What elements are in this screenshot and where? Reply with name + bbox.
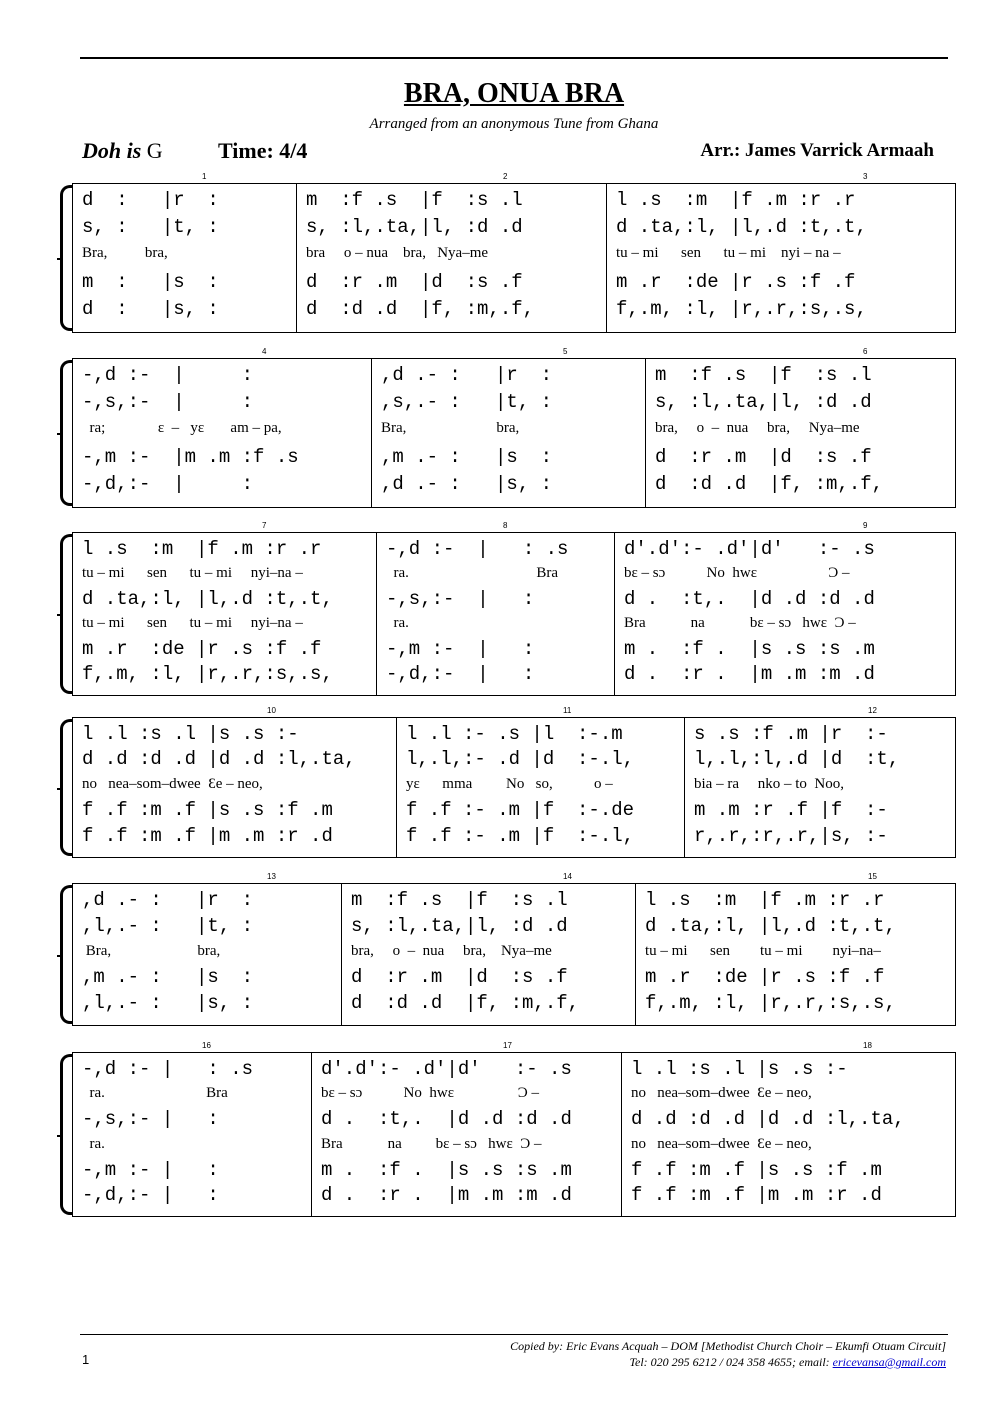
solfa-line: l .s :m |f .m :r .r	[645, 889, 885, 911]
bar-line	[296, 183, 297, 333]
solfa-line: f .f :m .f |m .m :r .d	[631, 1183, 882, 1206]
solfa-line: d : |r :	[82, 189, 219, 211]
solfa-line: f,.m, :l, |r,.r,:s,.s,	[616, 297, 867, 320]
solfa-line: d : |s, :	[82, 297, 219, 320]
measure-number: 1	[202, 172, 207, 181]
solfa-line: f .f :- .m |f :-.l,	[406, 824, 635, 847]
measure-number: 8	[503, 521, 508, 530]
arranger: Arr.: James Varrick Armaah	[700, 140, 934, 161]
system-3	[60, 521, 956, 696]
key-signature: Doh is G	[82, 138, 163, 163]
bar-line	[635, 883, 636, 1026]
measure	[616, 183, 952, 333]
solfa-line: m .m :r .f |f :-	[694, 799, 888, 822]
solfa-line: -,d :- | : .s	[82, 1058, 254, 1080]
solfa-line: l .l :- .s |l :-.m	[406, 723, 623, 745]
solfa-line: f .f :- .m |f :-.de	[406, 799, 635, 822]
lyric-line: bra, o – nua bra, Nya–me	[351, 942, 552, 959]
solfa-line: ,l,.- : |s, :	[82, 992, 254, 1015]
measure	[645, 883, 952, 1026]
measure	[655, 358, 952, 508]
solfa-line: -,m :- | :	[82, 1158, 219, 1181]
solfa-line: d . :r . |m .m :m .d	[624, 663, 875, 685]
lyric-line: yɛ mma No so, o –	[406, 775, 613, 792]
measure	[82, 883, 337, 1026]
measure-number: 13	[267, 872, 276, 881]
solfa-line: d′.d′:- .d′|d′ :- .s	[321, 1058, 572, 1080]
solfa-line: ,l,.- : |t, :	[82, 914, 254, 937]
measure-number: 14	[563, 872, 572, 881]
lyric-line: tu – mi sen tu – mi nyi–na –	[82, 615, 303, 631]
measure-number: 4	[262, 347, 267, 356]
measure	[321, 1052, 617, 1217]
lyric-line: tu – mi sen tu – mi nyi–na–	[645, 942, 881, 959]
lyric-line: bɛ – sɔ No hwɛ Ɔ –	[624, 565, 850, 581]
lyric-line: ra. Bra	[82, 1085, 228, 1102]
lyric-line: Bra, bra,	[381, 420, 520, 437]
measure-number: 17	[503, 1041, 512, 1050]
solfa-line: d .d :d .d |d .d :l,.ta,	[631, 1108, 905, 1131]
solfa-line: d . :t,. |d .d :d .d	[624, 588, 875, 610]
solfa-line: m .r :de |r .s :f .f	[82, 638, 322, 660]
solfa-line: d . :r . |m .m :m .d	[321, 1183, 572, 1206]
measure-number: 7	[262, 521, 267, 530]
solfa-line: r,.r,:r,.r,|s, :-	[694, 824, 888, 847]
brace-bracket	[60, 360, 73, 506]
solfa-line: d .ta,:l, |l,.d :t,.t,	[645, 914, 896, 937]
measure-number: 3	[863, 172, 868, 181]
measure	[82, 183, 292, 333]
measure	[82, 358, 367, 508]
time-signature: Time: 4/4	[218, 138, 308, 163]
bar-line	[311, 1052, 312, 1217]
solfa-line: ,s,.- : |t, :	[381, 391, 553, 414]
footer-rule	[80, 1334, 948, 1335]
measure-number: 10	[267, 706, 276, 715]
solfa-line: m :f .s |f :s .l	[351, 889, 568, 911]
system-5	[60, 872, 956, 1026]
email-link[interactable]: ericevansa@gmail.com	[832, 1355, 946, 1369]
lyric-line: ra.	[82, 1135, 105, 1152]
bar-line	[371, 358, 372, 508]
solfa-line: d :r .m |d :s .f	[351, 966, 568, 989]
measure	[631, 1052, 952, 1217]
solfa-line: m . :f . |s .s :s .m	[624, 638, 875, 660]
solfa-line: -,d,:- | :	[82, 472, 254, 495]
top-rule	[80, 57, 948, 59]
system-1	[60, 172, 956, 333]
solfa-line: f .f :m .f |s .s :f .m	[631, 1158, 882, 1181]
solfa-line: s, : |t, :	[82, 216, 219, 239]
solfa-line: d :d .d |f, :m,.f,	[306, 297, 535, 320]
bar-line	[614, 532, 615, 696]
solfa-line: d :d .d |f, :m,.f,	[351, 992, 580, 1015]
solfa-line: d′.d′:- .d′|d′ :- .s	[624, 538, 875, 560]
solfa-line: l .l :s .l |s .s :-	[82, 723, 299, 745]
solfa-line: d . :t,. |d .d :d .d	[321, 1108, 572, 1131]
solfa-line: m :f .s |f :s .l	[306, 189, 523, 211]
measure	[82, 1052, 307, 1217]
lyric-line: no nea–som–dwee Ɛe – neo,	[631, 1085, 812, 1102]
lyric-line: ra.	[386, 615, 409, 631]
system-6	[60, 1041, 956, 1217]
solfa-line: l .l :s .l |s .s :-	[631, 1058, 848, 1080]
solfa-line: l .s :m |f .m :r .r	[82, 538, 322, 560]
solfa-line: s .s :f .m |r :-	[694, 723, 888, 745]
solfa-line: ,m .- : |s :	[82, 966, 254, 989]
bar-line	[376, 532, 377, 696]
contact-line: Tel: 020 295 6212 / 024 358 4655; email: ericevansa@gmail.com	[629, 1355, 946, 1369]
measure	[351, 883, 631, 1026]
bar-line	[645, 358, 646, 508]
bar-line	[341, 883, 342, 1026]
solfa-line: -,s,:- | :	[386, 588, 535, 610]
solfa-line: f .f :m .f |m .m :r .d	[82, 824, 333, 847]
brace-bracket	[60, 1054, 73, 1215]
copied-by: Copied by: Eric Evans Acquah – DOM [Methodist Church Choir – Ekumfi Otuam Circuit]	[510, 1339, 946, 1353]
solfa-line: ,d .- : |r :	[381, 364, 553, 386]
measure-number: 6	[863, 347, 868, 356]
measure	[82, 532, 372, 696]
lyric-line: bra, o – nua bra, Nya–me	[655, 420, 860, 437]
system-4	[60, 706, 956, 858]
lyric-line: bɛ – sɔ No hwɛ Ɔ –	[321, 1085, 540, 1102]
solfa-line: d .d :d .d |d .d :l,.ta,	[82, 748, 356, 771]
lyric-line: Bra, bra,	[82, 942, 221, 959]
measure	[406, 717, 680, 858]
solfa-line: -,d,:- | :	[386, 663, 535, 685]
solfa-line: d .ta,:l, |l,.d :t,.t,	[82, 588, 333, 610]
solfa-line: ,d .- : |r :	[82, 889, 254, 911]
brace-bracket	[60, 534, 73, 694]
lyric-line: no nea–som–dwee Ɛe – neo,	[631, 1135, 812, 1152]
song-title: BRA, ONUA BRA	[403, 78, 625, 109]
measure-number: 15	[868, 872, 877, 881]
lyric-line: ra. Bra	[386, 565, 559, 581]
lyric-line: bia – ra nko – to Noo,	[694, 775, 844, 792]
solfa-line: -,d :- | :	[82, 364, 254, 386]
measure	[624, 532, 952, 696]
measure	[306, 183, 602, 333]
solfa-line: m :f .s |f :s .l	[655, 364, 872, 386]
solfa-line: m .r :de |r .s :f .f	[616, 270, 856, 293]
brace-bracket	[60, 185, 73, 331]
measure-number: 9	[863, 521, 868, 530]
measure-number: 11	[563, 706, 572, 715]
solfa-line: f .f :m .f |s .s :f .m	[82, 799, 333, 822]
bar-line	[621, 1052, 622, 1217]
measure-number: 2	[503, 172, 508, 181]
measure-number: 18	[863, 1041, 872, 1050]
solfa-line: -,s,:- | :	[82, 1108, 219, 1131]
lyric-line: Bra na bɛ – sɔ hwɛ Ɔ –	[624, 615, 856, 631]
solfa-line: -,d :- | : .s	[386, 538, 569, 560]
solfa-line: f,.m, :l, |r,.r,:s,.s,	[645, 992, 896, 1015]
brace-bracket	[60, 885, 73, 1024]
bar-line	[684, 717, 685, 858]
solfa-line: s, :l,.ta,|l, :d .d	[351, 914, 568, 937]
lyric-line: Bra, bra,	[82, 245, 168, 262]
measure-number: 12	[868, 706, 877, 715]
solfa-line: f,.m, :l, |r,.r,:s,.s,	[82, 663, 333, 685]
solfa-line: l,.l,:- .d |d :-.l,	[406, 748, 635, 771]
lyric-line: no nea–som–dwee Ɛe – neo,	[82, 775, 263, 792]
solfa-line: d .ta,:l, |l,.d :t,.t,	[616, 216, 867, 239]
system-2	[60, 347, 956, 508]
solfa-line: ,m .- : |s :	[381, 445, 553, 468]
solfa-line: d :r .m |d :s .f	[655, 445, 872, 468]
page-number: 1	[82, 1352, 90, 1367]
measure	[386, 532, 610, 696]
lyric-line: ra; ɛ – yɛ am – pa,	[82, 420, 282, 437]
solfa-line: -,d,:- | :	[82, 1183, 219, 1206]
solfa-line: ,d .- : |s, :	[381, 472, 553, 495]
bar-line	[606, 183, 607, 333]
solfa-line: d :r .m |d :s .f	[306, 270, 523, 293]
lyric-line: tu – mi sen tu – mi nyi–na –	[82, 565, 303, 581]
solfa-line: m .r :de |r .s :f .f	[645, 966, 885, 989]
lyric-line: tu – mi sen tu – mi nyi – na –	[616, 245, 841, 262]
brace-bracket	[60, 719, 73, 856]
solfa-line: m . :f . |s .s :s .m	[321, 1158, 572, 1181]
measure	[82, 717, 392, 858]
solfa-line: d :d .d |f, :m,.f,	[655, 472, 884, 495]
solfa-line: l .s :m |f .m :r .r	[616, 189, 856, 211]
lyric-line: Bra na bɛ – sɔ hwɛ Ɔ –	[321, 1135, 542, 1152]
solfa-line: m : |s :	[82, 270, 219, 293]
bar-line	[396, 717, 397, 858]
measure	[381, 358, 641, 508]
solfa-line: -,m :- |m .m :f .s	[82, 445, 299, 468]
footer-credit	[510, 1338, 946, 1370]
solfa-line: s, :l,.ta,|l, :d .d	[655, 391, 872, 414]
measure	[694, 717, 952, 858]
solfa-line: s, :l,.ta,|l, :d .d	[306, 216, 523, 239]
solfa-line: l,.l,:l,.d |d :t,	[694, 748, 900, 771]
measure-number: 5	[563, 347, 568, 356]
subtitle: Arranged from an anonymous Tune from Ghana	[369, 116, 659, 132]
measure-number: 16	[202, 1041, 211, 1050]
solfa-line: -,s,:- | :	[82, 391, 254, 414]
solfa-line: -,m :- | :	[386, 638, 535, 660]
lyric-line: bra o – nua bra, Nya–me	[306, 245, 489, 262]
